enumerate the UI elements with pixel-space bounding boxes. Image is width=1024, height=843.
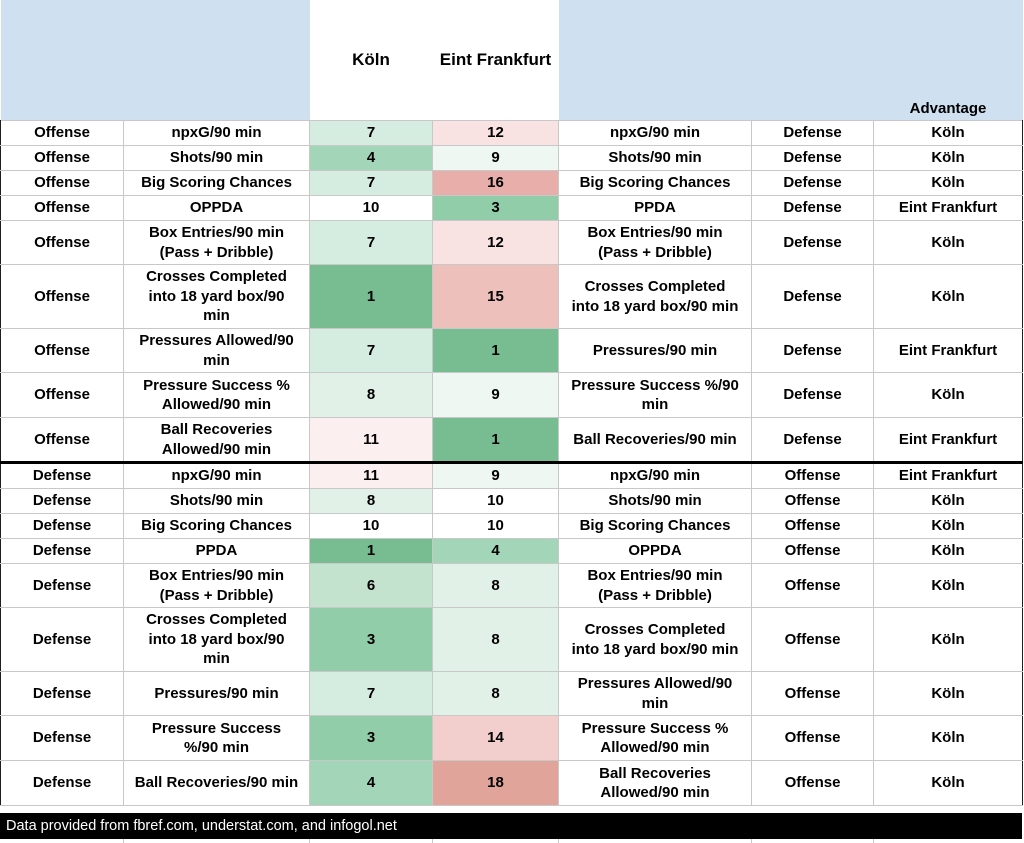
- table-row: [1, 761, 1023, 806]
- team1-value-cell: 3: [310, 716, 433, 761]
- side-cell: Defense: [1, 564, 124, 608]
- side-cell: Offense: [1, 418, 124, 463]
- table-row: [1, 329, 1023, 373]
- opponent-metric-cell: Shots/90 min: [559, 489, 752, 514]
- grid-line: [873, 839, 874, 843]
- opponent-metric-cell: Ball Recoveries/90 min: [559, 418, 752, 463]
- table-row: [1, 121, 1023, 146]
- header-blank-side2: [752, 0, 874, 121]
- grid-line: [309, 839, 310, 843]
- opponent-side-cell: Defense: [752, 373, 874, 418]
- opponent-metric-cell: Big Scoring Chances: [559, 171, 752, 196]
- opponent-side-cell: Defense: [752, 418, 874, 463]
- grid-line: [432, 839, 433, 843]
- header-team1: Köln: [310, 0, 433, 121]
- opponent-side-cell: Offense: [752, 608, 874, 672]
- side-cell: Defense: [1, 539, 124, 564]
- opponent-metric-cell: Big Scoring Chances: [559, 514, 752, 539]
- advantage-cell: Köln: [874, 146, 1023, 171]
- opponent-side-cell: Offense: [752, 672, 874, 716]
- opponent-metric-cell: Pressures/90 min: [559, 329, 752, 373]
- opponent-metric-cell: Pressure Success %/90 min: [559, 373, 752, 418]
- grid-line: [123, 839, 124, 843]
- opponent-metric-cell: Pressures Allowed/90 min: [559, 672, 752, 716]
- opponent-side-cell: Defense: [752, 146, 874, 171]
- metric-cell: Shots/90 min: [124, 146, 310, 171]
- team1-value-cell: 7: [310, 221, 433, 265]
- metric-cell: Pressure Success %/90 min: [124, 716, 310, 761]
- team2-value-cell: 10: [433, 489, 559, 514]
- advantage-cell: Köln: [874, 716, 1023, 761]
- team1-value-cell: 10: [310, 514, 433, 539]
- opponent-side-cell: Defense: [752, 329, 874, 373]
- table-row: [1, 171, 1023, 196]
- header-blank-left: [1, 0, 124, 121]
- side-cell: Offense: [1, 329, 124, 373]
- header-row: [1, 0, 1023, 121]
- side-cell: Offense: [1, 146, 124, 171]
- metric-cell: Pressures Allowed/90 min: [124, 329, 310, 373]
- header-blank-metric2: [559, 0, 752, 121]
- advantage-cell: Köln: [874, 171, 1023, 196]
- opponent-metric-cell: Box Entries/90 min (Pass + Dribble): [559, 564, 752, 608]
- table-row: [1, 716, 1023, 761]
- advantage-cell: Köln: [874, 564, 1023, 608]
- side-cell: Offense: [1, 171, 124, 196]
- team1-value-cell: 10: [310, 196, 433, 221]
- team2-value-cell: 15: [433, 265, 559, 329]
- team2-value-cell: 3: [433, 196, 559, 221]
- metric-cell: Box Entries/90 min (Pass + Dribble): [124, 221, 310, 265]
- team1-value-cell: 8: [310, 373, 433, 418]
- table-row: [1, 489, 1023, 514]
- side-cell: Defense: [1, 514, 124, 539]
- opponent-metric-cell: npxG/90 min: [559, 121, 752, 146]
- metric-cell: Big Scoring Chances: [124, 171, 310, 196]
- advantage-cell: Köln: [874, 514, 1023, 539]
- team1-value-cell: 7: [310, 329, 433, 373]
- table-row: [1, 196, 1023, 221]
- opponent-metric-cell: Box Entries/90 min (Pass + Dribble): [559, 221, 752, 265]
- table-row: [1, 539, 1023, 564]
- metric-cell: Ball Recoveries Allowed/90 min: [124, 418, 310, 463]
- opponent-metric-cell: npxG/90 min: [559, 463, 752, 489]
- opponent-metric-cell: PPDA: [559, 196, 752, 221]
- team1-value-cell: 8: [310, 489, 433, 514]
- metric-cell: OPPDA: [124, 196, 310, 221]
- table-row: [1, 672, 1023, 716]
- team1-value-cell: 6: [310, 564, 433, 608]
- advantage-cell: Eint Frankfurt: [874, 329, 1023, 373]
- table-row: [1, 221, 1023, 265]
- metric-cell: Pressure Success % Allowed/90 min: [124, 373, 310, 418]
- opponent-metric-cell: OPPDA: [559, 539, 752, 564]
- side-cell: Defense: [1, 463, 124, 489]
- opponent-side-cell: Offense: [752, 539, 874, 564]
- header-blank-metric: [124, 0, 310, 121]
- opponent-metric-cell: Shots/90 min: [559, 146, 752, 171]
- advantage-cell: Köln: [874, 489, 1023, 514]
- metric-cell: npxG/90 min: [124, 121, 310, 146]
- table-row: [1, 373, 1023, 418]
- opponent-side-cell: Defense: [752, 221, 874, 265]
- team2-value-cell: 14: [433, 716, 559, 761]
- opponent-side-cell: Defense: [752, 196, 874, 221]
- team2-value-cell: 9: [433, 146, 559, 171]
- side-cell: Defense: [1, 672, 124, 716]
- grid-line: [751, 839, 752, 843]
- opponent-side-cell: Offense: [752, 489, 874, 514]
- table-row: [1, 564, 1023, 608]
- team1-value-cell: 7: [310, 171, 433, 196]
- opponent-side-cell: Offense: [752, 564, 874, 608]
- team2-value-cell: 9: [433, 463, 559, 489]
- team1-value-cell: 11: [310, 463, 433, 489]
- team2-value-cell: 8: [433, 608, 559, 672]
- team1-value-cell: 4: [310, 146, 433, 171]
- side-cell: Offense: [1, 196, 124, 221]
- team1-value-cell: 7: [310, 672, 433, 716]
- advantage-cell: Eint Frankfurt: [874, 196, 1023, 221]
- side-cell: Offense: [1, 373, 124, 418]
- team1-value-cell: 1: [310, 265, 433, 329]
- team2-value-cell: 8: [433, 564, 559, 608]
- team1-value-cell: 7: [310, 121, 433, 146]
- opponent-side-cell: Defense: [752, 171, 874, 196]
- advantage-cell: Köln: [874, 121, 1023, 146]
- opponent-side-cell: Offense: [752, 463, 874, 489]
- team1-value-cell: 4: [310, 761, 433, 806]
- team2-value-cell: 16: [433, 171, 559, 196]
- table-row: [1, 608, 1023, 672]
- opponent-metric-cell: Crosses Completed into 18 yard box/90 min: [559, 265, 752, 329]
- team1-value-cell: 3: [310, 608, 433, 672]
- opponent-side-cell: Offense: [752, 514, 874, 539]
- side-cell: Defense: [1, 608, 124, 672]
- team2-value-cell: 12: [433, 121, 559, 146]
- metric-cell: PPDA: [124, 539, 310, 564]
- grid-line: [558, 839, 559, 843]
- opponent-side-cell: Offense: [752, 716, 874, 761]
- advantage-cell: Köln: [874, 539, 1023, 564]
- data-source-footer: Data provided from fbref.com, understat.com, and infogol.net: [0, 813, 1022, 839]
- metric-cell: Crosses Completed into 18 yard box/90 min: [124, 265, 310, 329]
- opponent-side-cell: Offense: [752, 761, 874, 806]
- metric-cell: Big Scoring Chances: [124, 514, 310, 539]
- metric-cell: npxG/90 min: [124, 463, 310, 489]
- opponent-side-cell: Defense: [752, 121, 874, 146]
- team2-value-cell: 1: [433, 329, 559, 373]
- side-cell: Offense: [1, 265, 124, 329]
- advantage-cell: Eint Frankfurt: [874, 418, 1023, 463]
- team1-value-cell: 11: [310, 418, 433, 463]
- team1-value-cell: 1: [310, 539, 433, 564]
- team2-value-cell: 9: [433, 373, 559, 418]
- opponent-metric-cell: Crosses Completed into 18 yard box/90 min: [559, 608, 752, 672]
- team2-value-cell: 4: [433, 539, 559, 564]
- table-row: [1, 463, 1023, 489]
- metric-cell: Crosses Completed into 18 yard box/90 min: [124, 608, 310, 672]
- team2-value-cell: 18: [433, 761, 559, 806]
- metric-cell: Ball Recoveries/90 min: [124, 761, 310, 806]
- advantage-cell: Köln: [874, 608, 1023, 672]
- advantage-cell: Köln: [874, 265, 1023, 329]
- side-cell: Offense: [1, 221, 124, 265]
- side-cell: Defense: [1, 761, 124, 806]
- table-row: [1, 265, 1023, 329]
- team2-value-cell: 10: [433, 514, 559, 539]
- metric-cell: Shots/90 min: [124, 489, 310, 514]
- advantage-cell: Köln: [874, 672, 1023, 716]
- advantage-cell: Köln: [874, 761, 1023, 806]
- advantage-cell: Eint Frankfurt: [874, 463, 1023, 489]
- advantage-cell: Köln: [874, 221, 1023, 265]
- header-advantage: Advantage: [874, 0, 1023, 121]
- side-cell: Defense: [1, 716, 124, 761]
- table-row: [1, 146, 1023, 171]
- opponent-side-cell: Defense: [752, 265, 874, 329]
- team2-value-cell: 12: [433, 221, 559, 265]
- opponent-metric-cell: Ball Recoveries Allowed/90 min: [559, 761, 752, 806]
- side-cell: Defense: [1, 489, 124, 514]
- side-cell: Offense: [1, 121, 124, 146]
- team2-value-cell: 8: [433, 672, 559, 716]
- metric-cell: Pressures/90 min: [124, 672, 310, 716]
- advantage-cell: Köln: [874, 373, 1023, 418]
- opponent-metric-cell: Pressure Success % Allowed/90 min: [559, 716, 752, 761]
- header-team2: Eint Frankfurt: [433, 0, 559, 121]
- team2-value-cell: 1: [433, 418, 559, 463]
- table-row: [1, 418, 1023, 463]
- metric-cell: Box Entries/90 min (Pass + Dribble): [124, 564, 310, 608]
- table-row: [1, 514, 1023, 539]
